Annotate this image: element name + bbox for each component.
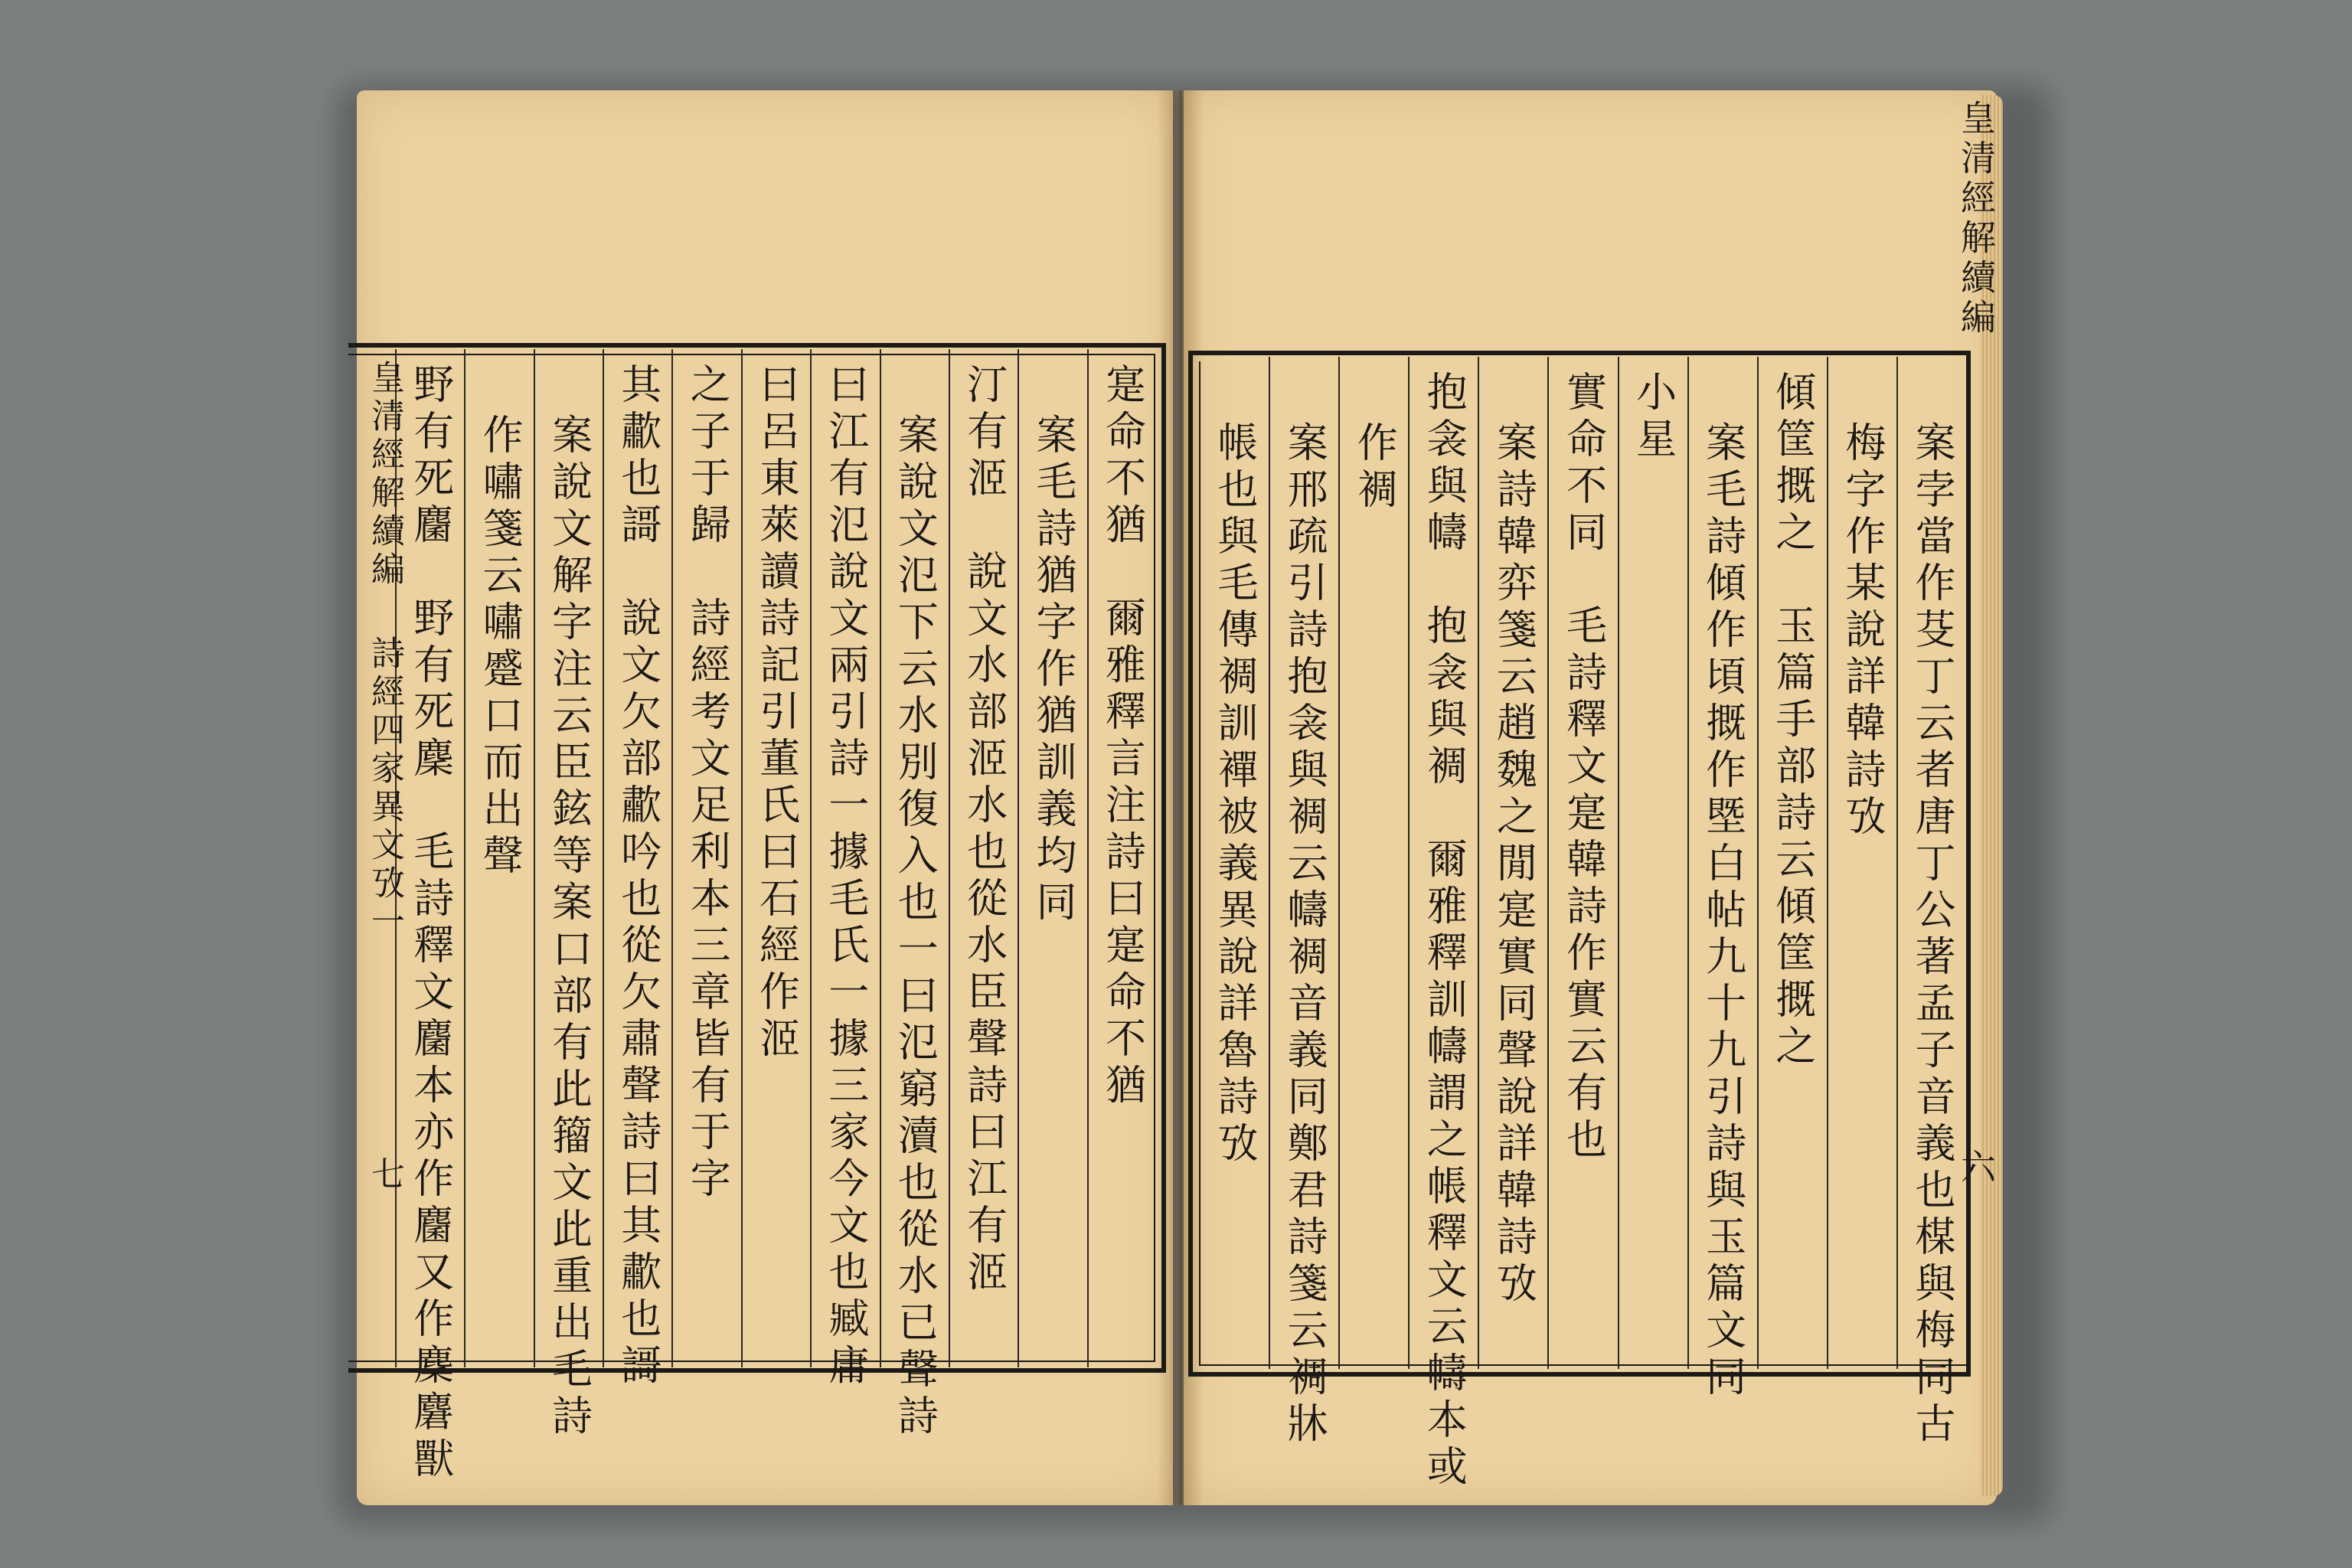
column-text: 野有死麕 野有死麇 毛詩釋文麕本亦作麕又作麇麏獸 [407,363,454,1484]
column-text: 曰江有氾說文兩引詩一據毛氏一據三家今文也臧庸 [822,363,869,1390]
text-column [1087,349,1156,1367]
column-text: 案毛詩猶字作猶訓義均同 [1029,413,1076,927]
left-text-columns [360,349,1156,1484]
column-text: 梅字作某說詳韓詩攷 [1838,421,1886,841]
column-text: 案詩韓弈箋云趙魏之閒寔實同聲說詳韓詩攷 [1490,421,1537,1308]
column-text: 案孛當作芟丁云者唐丁公著孟子音義也楳與梅同古 [1908,421,1955,1449]
column-text: 案說文氾下云水別復入也一曰氾窮瀆也從水已聲詩 [891,413,939,1441]
column-text: 之子于歸 詩經考文足利本三章皆有于字 [684,363,731,1204]
column-text: 作裯 [1351,421,1398,514]
text-column [1896,357,1966,1449]
text-column [1408,357,1478,1491]
text-column [671,349,740,1367]
column-text: 案邢疏引詩抱衾與裯云幬裯音義同鄭君詩箋云裯牀 [1281,421,1328,1449]
text-column [1547,357,1617,1369]
fold-section-title: 詩經四家異文攷一 [365,635,404,942]
text-column [1338,357,1408,1369]
right-text-columns [1200,357,1966,1491]
fold-title: 皇清經解續編 [1955,100,1997,338]
column-text: 案毛詩傾作頃摡作塈白帖九十九引詩與玉篇文同 [1699,421,1746,1402]
fold-page-number: 六 [1955,1148,1997,1188]
text-column [741,349,810,1367]
fold-page-number: 七 [365,1156,404,1194]
text-column [810,349,879,1390]
text-column [880,349,949,1441]
column-text: 其歗也謌 說文欠部歗吟也從欠肅聲詩曰其歗也謌 [614,363,662,1390]
text-column [1478,357,1547,1369]
column-text: 寔命不猶 爾雅釋言注詩曰寔命不猶 [1099,363,1146,1110]
text-column [464,349,533,1367]
text-column [603,349,671,1390]
text-column [1618,357,1687,1369]
column-text: 小星 [1629,371,1677,464]
column-text: 作嘯箋云嘯蹙口而出聲 [476,413,524,880]
column-text: 抱衾與幬 抱衾與裯 爾雅釋訓幬謂之帳釋文云幬本或 [1420,371,1468,1491]
text-column [1757,357,1827,1369]
column-text: 實命不同 毛詩釋文寔韓詩作實云有也 [1560,371,1607,1165]
fold-title: 皇清經解續編 [365,360,404,590]
text-column [1827,357,1896,1369]
text-column [949,349,1018,1367]
column-text: 案說文解字注云臣鉉等案口部有此籀文此重出毛詩 [545,413,593,1441]
text-column [1018,349,1086,1367]
column-text: 帳也與毛傳裯訓襌被義異說詳魯詩攷 [1211,421,1259,1168]
text-column [534,349,603,1441]
text-column [1269,357,1338,1449]
column-text: 汀有洍 說文水部洍水也從水臣聲詩曰江有洍 [960,363,1008,1297]
column-text: 曰呂東萊讀詩記引董氏曰石經作洍 [753,363,800,1063]
text-column [1687,357,1757,1402]
text-column [1200,357,1269,1369]
column-text: 傾筐摡之 玉篇手部詩云傾筐摡之 [1769,371,1816,1071]
